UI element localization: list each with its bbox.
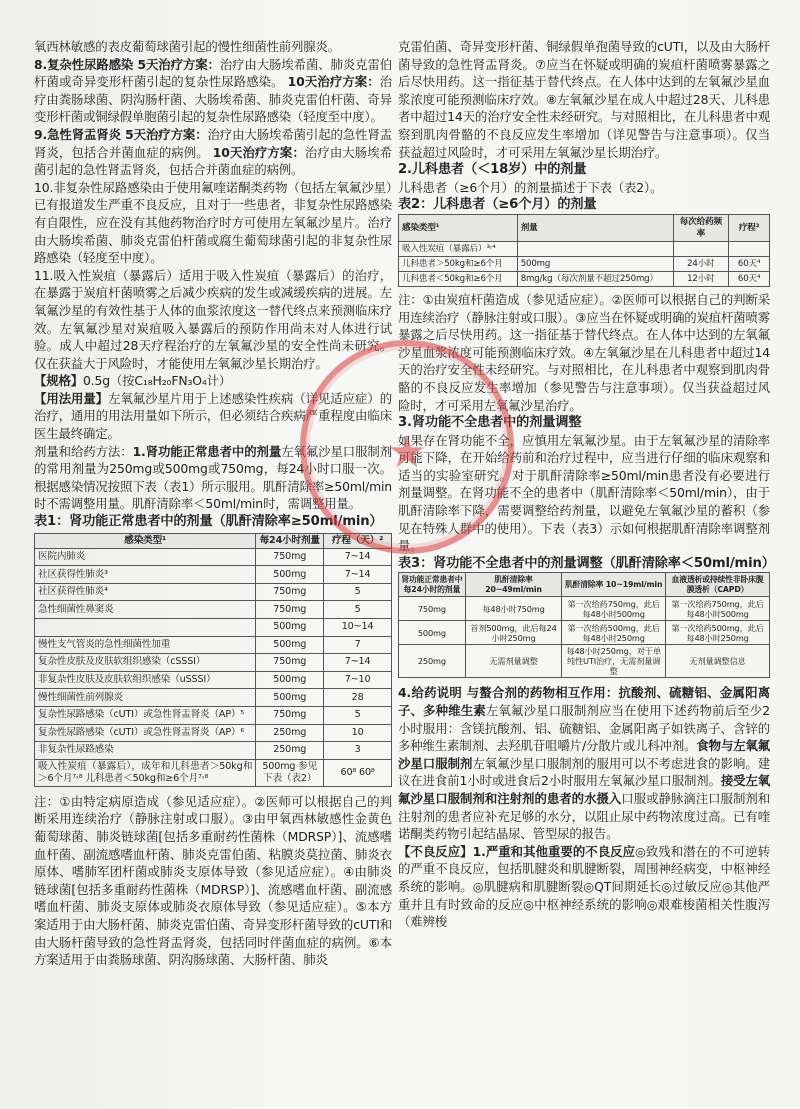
section-heading: 4.给药说明 与螯合剂的药物相互作用：抗酸剂、硫糖铝、金属阳离子、多种维生素 bbox=[398, 685, 770, 719]
table-header: 肌酐清除率 10~19ml/min bbox=[562, 573, 666, 597]
section-heading: 接受左氧氟沙星口服制剂和注射剂的患者的水摄入 bbox=[398, 773, 770, 806]
table-row bbox=[35, 689, 392, 707]
section-heading: 9.急性肾盂肾炎 5天治疗方案： bbox=[34, 126, 208, 142]
table-cell: 慢性细菌性前列腺炎 bbox=[35, 689, 256, 707]
table-cell: 5 bbox=[324, 601, 392, 619]
text: 治疗由粪肠球菌、阴沟肠杆菌、大肠埃希菌、肺炎克雷伯杆菌、奇异变形杆菌或铜绿假单胞菌引起的复杂性尿路感染（轻度至中度）。 bbox=[34, 74, 392, 125]
table-cell: 慢性支气管炎的急性细菌性加重 bbox=[35, 636, 256, 654]
spec-label: 【规格】 bbox=[34, 373, 83, 389]
table3-title: 表3：肾功能不全患者中的剂量调整（肌酐清除率＜50ml/min） bbox=[398, 555, 775, 571]
table-header: 感染类型¹ bbox=[399, 214, 518, 241]
paragraph: 如果存在肾功能不全，应慎用左氧氟沙星。由于左氧氟沙星的清除率可能下降，在开始给药前和治疗过程中，应当进行仔细的临床观察和适当的实验室研究。对于肌酐清除率≥50ml/min患者没有必要进行剂量调整。在肾功能不全的患者中（肌酐清除率＜50ml/min），由于肌酐清除率下降，需要调整给药剂量，以避免左氧氟沙星的蓄积（参见在特殊人群中的使用）。下表（表3）示如何根据肌酐清除率调整剂量。 bbox=[398, 432, 770, 554]
table2 bbox=[398, 214, 770, 287]
table-cell: 500mg bbox=[256, 671, 324, 689]
table-cell: 750mg bbox=[399, 597, 466, 621]
table1-title: 表1：肾功能正常患者中的剂量（肌酐清除率≥50ml/min） bbox=[34, 514, 383, 530]
table-cell: 10~14 bbox=[324, 619, 392, 637]
table-header: 疗程² bbox=[729, 214, 770, 241]
table-cell: 500mg bbox=[256, 619, 324, 637]
table-cell: 复杂性皮肤及皮肤软组织感染（cSSSI） bbox=[35, 654, 256, 672]
usage-label: 【用法用量】 bbox=[34, 390, 109, 406]
table-header-row bbox=[399, 214, 770, 241]
table-header: 疗程（天）² bbox=[324, 533, 392, 548]
table-cell: 无需剂量调整 bbox=[465, 645, 561, 678]
table-cell: 5 bbox=[324, 583, 392, 601]
table-cell: 5 bbox=[324, 706, 392, 724]
table-cell: 社区获得性肺炎⁴ bbox=[35, 583, 256, 601]
adr-label: 【不良反应】 bbox=[398, 843, 473, 859]
paragraph bbox=[34, 372, 392, 390]
paragraph bbox=[398, 684, 770, 842]
paragraph: 克雷伯菌、奇异变形杆菌、铜绿假单孢菌导致的cUTI，以及由大肠杆菌导致的急性肾盂肾炎。⑦应当在怀疑或明确的炭疽杆菌喷雾暴露之后尽快用药。这一指征基于替代终点。在人体中达到的左氧氟沙星血浆浓度可能预测临床疗效。⑧左氧氟沙星在成人中超过28天、儿科患者中超过14天的治疗安全性未经研究。与对照相比，在儿科患者中观察到肌肉骨骼的不良反应发生率增加（详见警告与注意事项）。仅当获益超过风险时，才可采用左氧氟沙星长期治疗。 bbox=[398, 39, 770, 160]
table-cell: 7~14 bbox=[324, 654, 392, 672]
table-row bbox=[399, 597, 770, 621]
table-row bbox=[35, 583, 392, 601]
table-cell bbox=[35, 619, 256, 637]
table-cell: 750mg bbox=[256, 583, 324, 601]
table-cell: 750mg bbox=[256, 548, 324, 566]
table-row bbox=[35, 671, 392, 689]
table-row bbox=[35, 619, 392, 637]
text: 口服或静脉滴注口服制剂和注射剂的患者应补充足够的水分，以阻止尿中药物浓度过高。已有喹诺酮类药物引起结晶尿、管型尿的报告。 bbox=[398, 791, 770, 842]
table-cell: 非复杂性皮肤及皮肤软组织感染（uSSSI） bbox=[35, 671, 256, 689]
table-row bbox=[35, 636, 392, 654]
text: 左氧氟沙星口服制剂的服用可以不考虑进食的影响。建议在进食前1小时或进食后2小时服用左氧氟沙星口服制剂。 bbox=[398, 755, 770, 789]
table-cell: 7~14 bbox=[324, 566, 392, 584]
table-cell: 第一次给药500mg，此后每48小时250mg bbox=[562, 621, 666, 645]
table-cell: 非复杂性尿路感染 bbox=[35, 742, 256, 760]
table-cell: 社区获得性肺炎³ bbox=[35, 566, 256, 584]
table-cell: 7~10 bbox=[324, 671, 392, 689]
table-cell: 急性细菌性鼻窦炎 bbox=[35, 601, 256, 619]
paragraph: 氧西林敏感的表皮葡萄球菌引起的慢性细菌性前列腺炎。 bbox=[34, 39, 341, 54]
table-cell: 60⁸ 60⁸ bbox=[324, 759, 392, 786]
table-row bbox=[399, 271, 770, 286]
text: 剂量和给药方法： bbox=[34, 443, 133, 459]
paragraph bbox=[34, 126, 392, 179]
table1 bbox=[34, 533, 392, 787]
paragraph bbox=[34, 390, 392, 443]
table-header: 每24小时剂量 bbox=[256, 533, 324, 548]
table-row bbox=[35, 601, 392, 619]
table-cell: 第一次给药750mg，此后每48小时500mg bbox=[666, 597, 770, 621]
table-cell: 第一次给药500mg，此后每48小时250mg bbox=[666, 621, 770, 645]
table-cell: 每48小时750mg bbox=[465, 597, 561, 621]
section-heading: 10天治疗方案： bbox=[287, 74, 380, 90]
table-row bbox=[399, 645, 770, 678]
text: 治疗由大肠埃希菌引起的急性肾盂肾炎，包括合并菌血症的病例。 bbox=[34, 126, 392, 160]
table-cell bbox=[673, 241, 729, 256]
table-cell: 吸入性炭疽（暴露后）³˒⁴ bbox=[399, 241, 518, 256]
section-heading: 1.严重和其他重要的不良反应 bbox=[472, 843, 635, 859]
left-column bbox=[34, 38, 392, 969]
text: ◎致残和潜在的不可逆转的严重不良反应，包括肌腱炎和肌腱断裂，周围神经病变，中枢神经系统的影响。◎肌腱病和肌腱断裂◎QT间期延长◎过敏反应◎其他严重并且有时致命的反应◎中枢神经系统的影响◎艰难梭菌相关性腹泻（难辨梭 bbox=[398, 843, 770, 930]
table-cell: 7~14 bbox=[324, 548, 392, 566]
table-row bbox=[35, 742, 392, 760]
table-row bbox=[35, 654, 392, 672]
paragraph bbox=[34, 56, 392, 126]
table-header-row bbox=[399, 573, 770, 597]
text: 左氧氟沙星口服制剂应当在使用下述药物前后至少2小时服用：含镁抗酸剂、铝、硫糖铝、金属阳离子如铁离子、含锌的多种维生素制剂、去羟肌苷咀嚼片/分散片或儿科冲剂。 bbox=[398, 703, 771, 754]
table-cell: 首剂500mg，此后每24小时250mg bbox=[465, 621, 561, 645]
table-header: 血液透析或持续性非卧床腹膜透析（CAPD） bbox=[666, 573, 770, 597]
spec-value: 0.5g（按C₁₈H₂₀FN₃O₄计） bbox=[82, 373, 232, 389]
table3 bbox=[398, 572, 770, 678]
table-cell: 10 bbox=[324, 724, 392, 742]
section-heading: 1.肾功能正常患者中的剂量 bbox=[132, 443, 282, 459]
paragraph bbox=[34, 443, 392, 513]
paragraph: 注：①由炭疽杆菌造成（参见适应症）。②医师可以根据自己的判断采用连续治疗（静脉注射或口服）。③应当在怀疑或明确的炭疽杆菌喷雾暴露之后尽快用药。这一指征基于替代终点。在人体中达到的左氧氟沙星血浆浓度可能预测临床疗效。④左氧氟沙星在儿科患者中超过14天的治疗安全性未经研究。与对照相比，在儿科患者中观察到肌肉骨骼的不良反应发生率增加（参见警告与注意事项）。仅当获益超过风险时，才可采用左氧氟沙星治疗。 bbox=[398, 291, 770, 413]
table-cell: 医院内肺炎 bbox=[35, 548, 256, 566]
star-icon: ★ bbox=[387, 427, 427, 478]
table-cell: 500mg bbox=[256, 566, 324, 584]
table-row bbox=[35, 566, 392, 584]
table-header: 肾功能正常患者中每24小时的剂量 bbox=[399, 573, 466, 597]
table-cell: 7 bbox=[324, 636, 392, 654]
table-cell: 750mg bbox=[256, 654, 324, 672]
right-column bbox=[398, 38, 775, 931]
section-heading: 10天治疗方案： bbox=[212, 144, 305, 160]
table-row bbox=[35, 548, 392, 566]
table-cell: 吸入性炭疽（暴露后），成年和儿科患者＞50kg和＞6个月⁷˒⁸ 儿科患者＜50kg和≥6个月⁷˒⁸ bbox=[35, 759, 256, 786]
table-header: 感染类型¹ bbox=[35, 533, 256, 548]
text: 治疗由大肠埃希菌引起的急性肾盂肾炎，包括合并菌血症的病例。 bbox=[34, 144, 392, 178]
table-row bbox=[399, 621, 770, 645]
table-cell: 复杂性尿路感染（cUTI）或急性肾盂肾炎（AP）⁵ bbox=[35, 706, 256, 724]
table-header: 每次给药频率 bbox=[673, 214, 729, 241]
table-row bbox=[35, 759, 392, 786]
table-cell: 儿科患者＞50kg和≥6个月 bbox=[399, 256, 518, 271]
table-header: 剂量 bbox=[517, 214, 673, 241]
table-cell: 750mg bbox=[256, 601, 324, 619]
text: 左氧氟沙星口服制剂的常用剂量为250mg或500mg或750mg，每24小时口服一次。根据感染情况按照下表（表1）所示服用。肌酐清除率≥50ml/min时不需调整用量。肌酐清除率＜50ml/min时，需调整用量。 bbox=[34, 443, 392, 512]
table-cell: 无剂量调整信息 bbox=[666, 645, 770, 678]
table-cell: 500mg bbox=[256, 689, 324, 707]
table2-title: 表2：儿科患者（≥6个月）的剂量 bbox=[398, 197, 597, 213]
table-cell: 复杂性尿路感染（cUTI）或急性肾盂肾炎（AP）⁶ bbox=[35, 724, 256, 742]
table-cell: 第一次给药750mg，此后每48小时500mg bbox=[562, 597, 666, 621]
paragraph: 儿科患者（≥6个月）的剂量描述于下表（表2）。 bbox=[398, 179, 663, 195]
table-cell: 500mg 参见下表（表2） bbox=[256, 759, 324, 786]
table-cell bbox=[517, 241, 673, 256]
text: 左氧氟沙星片用于上述感染性疾病（详见适应症）的治疗，通用的用法用量如下所示，但必须结合疾病严重程度由临床医生最终确定。 bbox=[34, 390, 392, 442]
paragraph: 注：①由特定病原造成（参见适应症）。②医师可以根据自己的判断采用连续治疗（静脉注射或口服）。③由甲氧西林敏感性金黄色葡萄球菌、肺炎链球菌[包括多重耐药性菌株（MDRSP）]、流感嗜血杆菌、副流感嗜血杆菌、肺炎克雷伯菌、粘膜炎莫拉菌、肺炎衣原体、嗜肺军团杆菌或肺炎支原体导致（参见适应症）。④由肺炎链球菌[包括多重耐药性菌株（MDRSP）]、流感嗜血杆菌、副流感嗜血杆菌、肺炎支原体或肺炎衣原体导致（参见适应症）。⑤本方案适用于由大肠杆菌、肺炎克雷伯菌、奇异变形杆菌导致的cUTI和由大肠杆菌导致的急性肾盂肾炎，包括同时伴菌血症的病例。⑥本方案适用于由粪肠球菌、阴沟肠球菌、大肠杆菌、肺炎 bbox=[34, 793, 392, 968]
section-heading: 食物与左氧氟沙星口服制剂 bbox=[398, 738, 770, 771]
section-heading: 2.儿科患者（＜18岁）中的剂量 bbox=[398, 162, 587, 178]
section-heading: 8.复杂性尿路感染 5天治疗方案： bbox=[34, 56, 220, 72]
table-row bbox=[399, 256, 770, 271]
table-header: 肌酐清除率 20~49ml/min bbox=[465, 573, 561, 597]
table-cell: 250mg bbox=[256, 742, 324, 760]
table-cell: 750mg bbox=[256, 706, 324, 724]
table-cell: 500mg bbox=[399, 621, 466, 645]
table-cell bbox=[729, 241, 770, 256]
text: 治疗由大肠埃希菌、肺炎克雷伯杆菌或奇异变形杆菌引起的复杂性尿路感染。 bbox=[34, 56, 393, 90]
table-cell: 250mg bbox=[399, 645, 466, 678]
table-row bbox=[35, 724, 392, 742]
table-header-row bbox=[35, 533, 392, 548]
paragraph: 10.非复杂性尿路感染由于使用氟喹诺酮类药物（包括左氧氟沙星）已有报道发生严重不良反应，且对于一些患者，非复杂性尿路感染有自限性，应在没有其他药物治疗时方可使用左氧氟沙星片。治疗由大肠埃希菌、肺炎克雷伯杆菌或腐生葡萄球菌引起的非复杂性尿路感染（轻度至中度）。 bbox=[34, 179, 392, 266]
table-cell: 24小时 bbox=[673, 256, 729, 271]
table-row bbox=[35, 706, 392, 724]
table-cell: 儿科患者＜50kg和≥6个月 bbox=[399, 271, 518, 286]
table-cell: 3 bbox=[324, 742, 392, 760]
table-cell: 28 bbox=[324, 689, 392, 707]
table-cell: 500mg bbox=[517, 256, 673, 271]
section-heading: 3.肾功能不全患者中的剂量调整 bbox=[398, 415, 582, 431]
table-cell: 每48小时250mg，对于单纯性UTI治疗，无需剂量调整 bbox=[562, 645, 666, 678]
table-row bbox=[399, 241, 770, 256]
table-cell: 60天⁴ bbox=[729, 271, 770, 286]
table-cell: 250mg bbox=[256, 724, 324, 742]
table-cell: 8mg/kg（每次剂量不超过250mg） bbox=[517, 271, 673, 286]
paragraph: 11.吸入性炭疽（暴露后）适用于吸入性炭疽（暴露后）的治疗，在暴露于炭疽杆菌喷雾之后减少疾病的发生或减缓疾病的进展。左氧氟沙星的有效性基于人体的血浆浓度这一替代终点来预测临床疗效。左氧氟沙星对炭疽吸入暴露后的预防作用尚未对人体进行试验。成人中超过28天疗程治疗的左氧氟沙星的安全性尚未研究。仅在获益大于风险时，才能使用左氧氟沙星长期治疗。 bbox=[34, 267, 392, 371]
table-cell: 12小时 bbox=[673, 271, 729, 286]
paragraph bbox=[398, 843, 770, 931]
table-cell: 500mg bbox=[256, 636, 324, 654]
table-cell: 60天⁴ bbox=[729, 256, 770, 271]
